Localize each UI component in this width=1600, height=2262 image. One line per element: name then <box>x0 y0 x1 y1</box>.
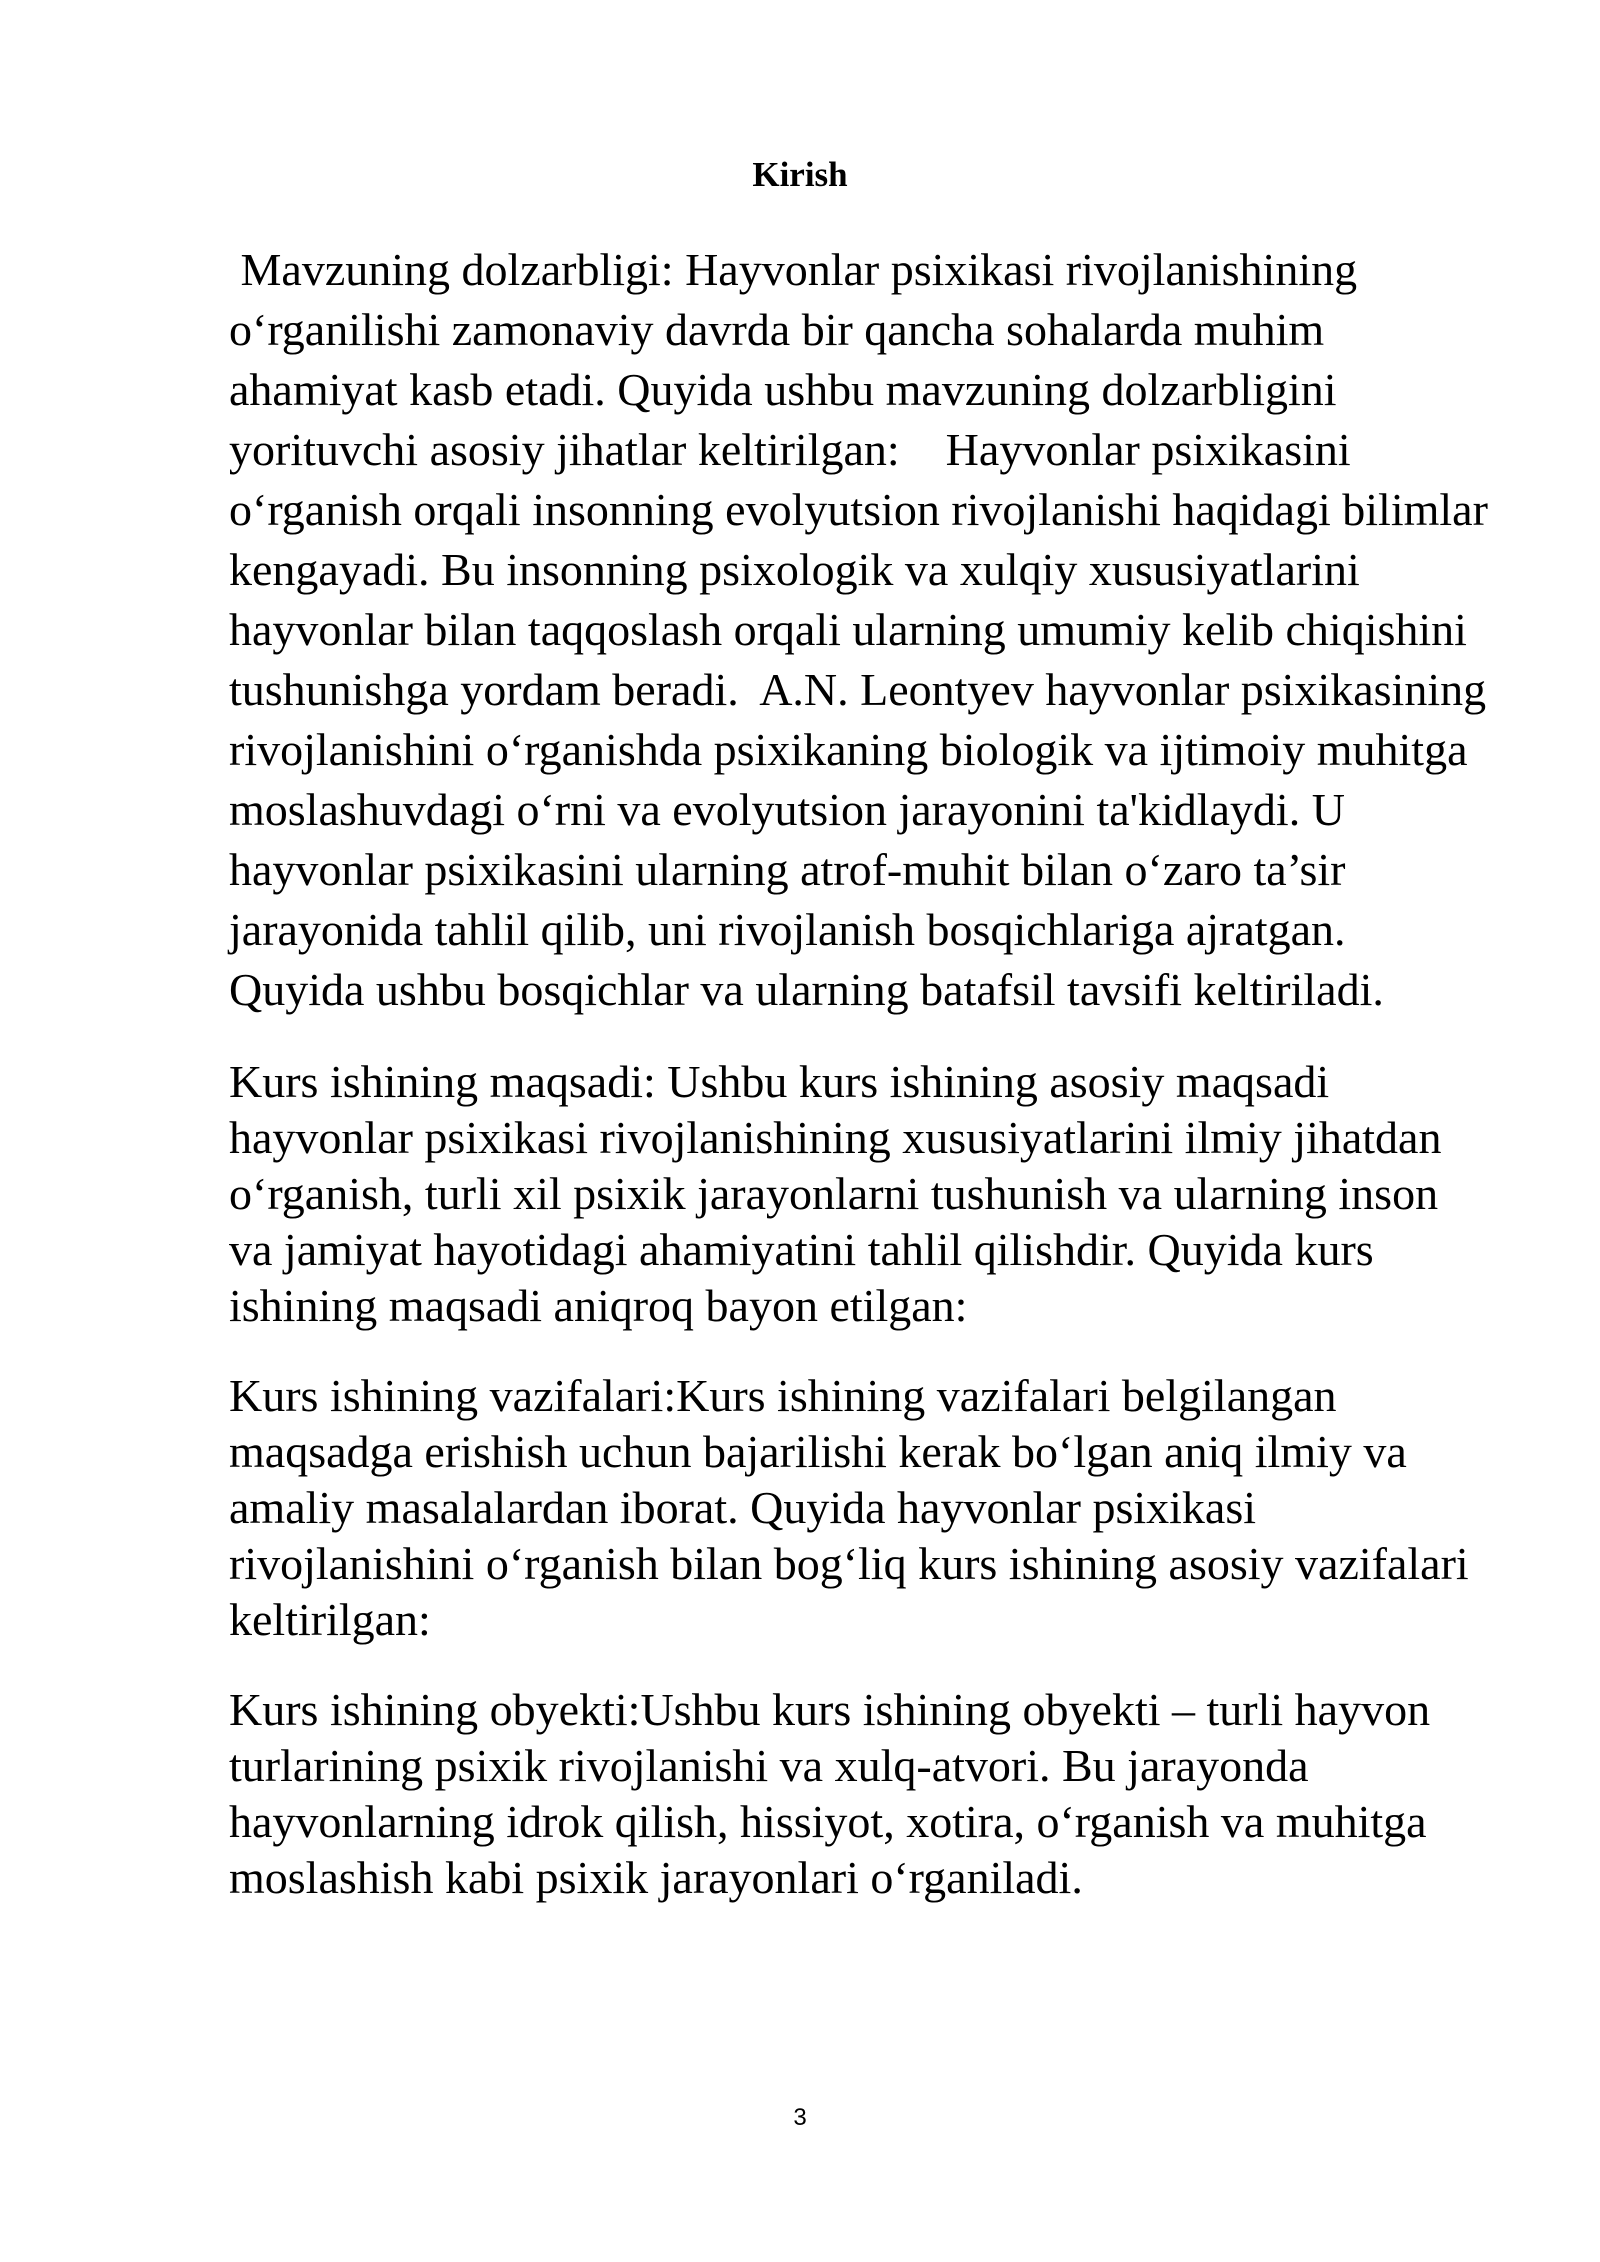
paragraph-relevance: Mavzuning dolzarbligi: Hayvonlar psixikasi rivojlanishining o‘rganilishi zamonaviy davrda bir qancha sohalarda muhim ahamiyat kasb etadi. Quyida ushbu mavzuning dolzarbligini yorituvchi asosiy jihatlar keltirilgan: Hayvonlar psixikasini o‘rganish orqali insonning evolyutsion rivojlanishi haqidagi bilimlar kengayadi. Bu insonning psixologik va xulqiy xususiyatlarini hayvonlar bilan taqqoslash orqali ularning umumiy kelib chiqishini tushunishga yordam beradi. A.N. Leontyev hayvonlar psixikasining rivojlanishini o‘rganishda psixikaning biologik va ijtimoiy muhitga moslashuvdagi o‘rni va evolyutsion jarayonini ta'kidlaydi. U hayvonlar psixikasini ularning atrof-muhit bilan o‘zaro ta’sir jarayonida tahlil qilib, uni rivojlanish bosqichlariga ajratgan. Quyida ushbu bosqichlar va ularning batafsil tavsifi keltiriladi. <box>229 244 1500 1015</box>
paragraph-object: Kurs ishining obyekti:Ushbu kurs ishining obyekti – turli hayvon turlarining psixik rivojlanishi va xulq-atvori. Bu jarayonda hayvonlarning idrok qilish, hissiyot, xotira, o‘rganish va muhitga moslashish kabi psixik jarayonlari o‘rganiladi. <box>229 1684 1431 1903</box>
paragraph-tasks: Kurs ishining vazifalari:Kurs ishining vazifalari belgilangan maqsadga erishish uchun bajarilishi kerak bo‘lgan aniq ilmiy va amaliy masalalardan iborat. Quyida hayvonlar psixikasi rivojlanishini o‘rganish bilan bog‘liq kurs ishining asosiy vazifalari keltirilgan: <box>229 1370 1469 1645</box>
page-number: 3 <box>793 2104 807 2131</box>
section-heading: Kirish <box>752 155 848 194</box>
paragraph-goal: Kurs ishining maqsadi: Ushbu kurs ishining asosiy maqsadi hayvonlar psixikasi rivojlanishining xususiyatlarini ilmiy jihatdan o‘rganish, turli xil psixik jarayonlarni tushunish va ularning inson va jamiyat hayotidagi ahamiyatini tahlil qilishdir. Quyida kurs ishining maqsadi aniqroq bayon etilgan: <box>229 1056 1442 1331</box>
body-text <box>229 240 1500 1906</box>
